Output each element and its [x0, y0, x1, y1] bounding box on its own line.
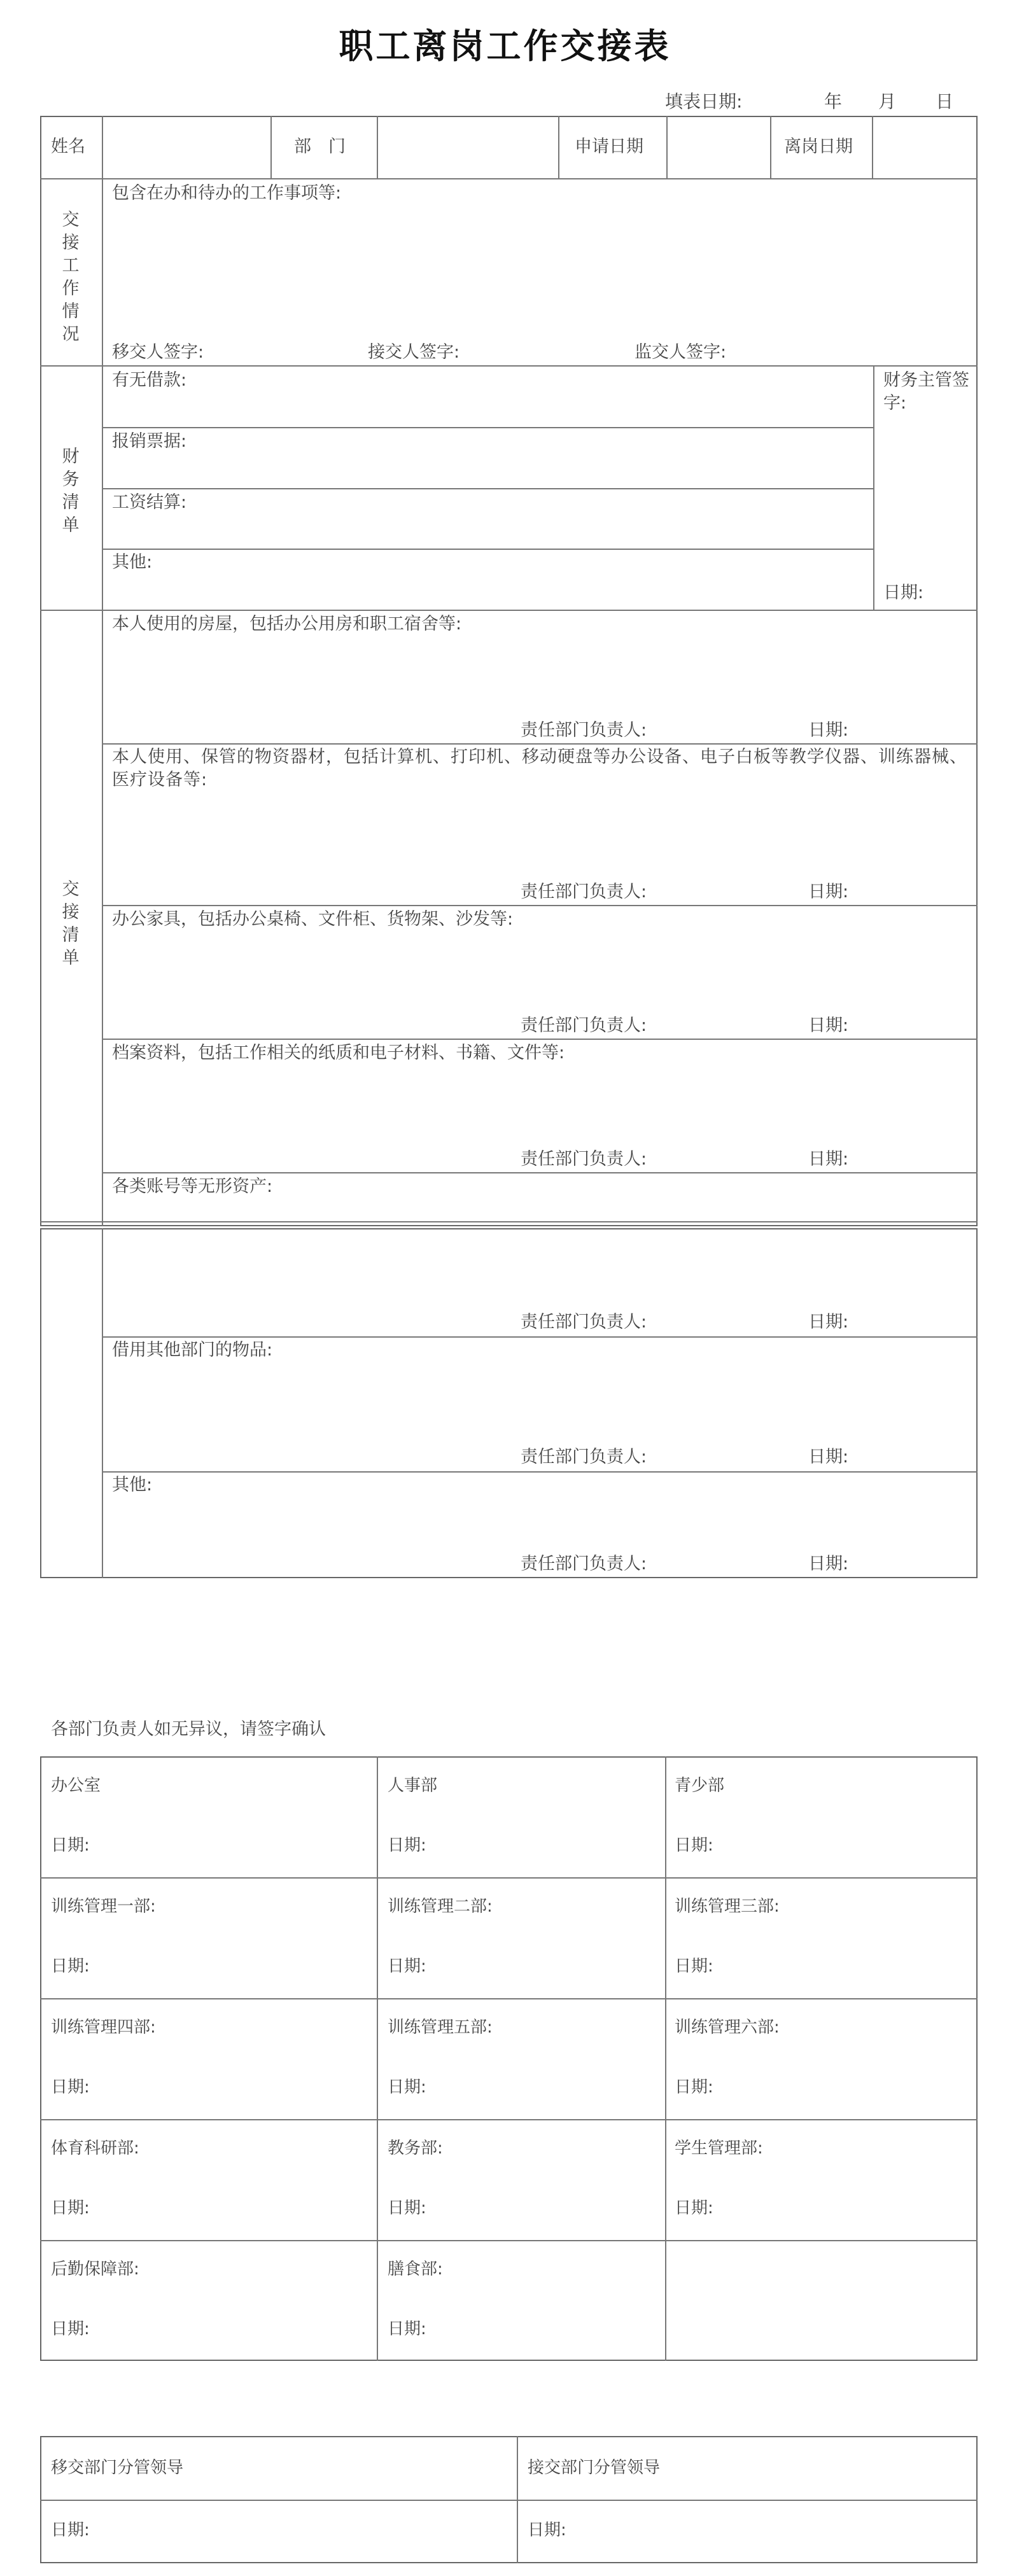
fill-date-month: 月 [878, 91, 897, 112]
sign-transferor: 移交人签字: [112, 342, 204, 362]
finance-supervisor-label: 财务主管签字: [883, 370, 969, 413]
dept-cell: 训练管理六部: [675, 2018, 780, 2037]
dept-date-label: 日期: [51, 2320, 90, 2339]
handover-work-side-label: 交接工作情况 [62, 210, 80, 344]
dept-cell: 办公室 [51, 1776, 101, 1795]
dept-date-label: 日期: [675, 2199, 713, 2218]
dept-date-label: 日期: [388, 1957, 426, 1976]
handover-item: 本人使用的房屋，包括办公用房和职工宿舍等: [112, 614, 462, 634]
dept-date-label: 日期: [675, 2078, 713, 2097]
name-field[interactable] [103, 117, 269, 177]
responsible-label: 责任部门负责人: [521, 1016, 647, 1035]
date-label: 日期: [808, 1312, 849, 1332]
dept-cell: 教务部: [388, 2139, 443, 2158]
responsible-label: 责任部门负责人: [521, 1554, 647, 1574]
dept-cell: 后勤保障部: [51, 2260, 139, 2279]
dept-date-label: 日期: [51, 1957, 90, 1976]
sign-receiver: 接交人签字: [368, 342, 460, 362]
date-label: 日期: [808, 1447, 849, 1467]
finance-row: 工资结算: [112, 493, 187, 512]
name-label: 姓名 [51, 137, 85, 157]
dept-cell: 训练管理三部: [675, 1897, 780, 1916]
leave-date-label: 离岗日期 [784, 137, 853, 157]
dept-cell: 训练管理五部: [388, 2018, 493, 2037]
dept-cell: 青少部 [675, 1776, 725, 1795]
apply-date-label: 申请日期 [575, 137, 643, 157]
dept-date-label: 日期: [51, 1836, 90, 1855]
finance-row: 报销票据: [112, 431, 187, 451]
dept-date-label: 日期: [388, 2320, 426, 2339]
extra-item: 其他: [112, 1475, 153, 1495]
date-label: 日期: [808, 1016, 849, 1035]
handover-item: 本人使用、保管的物资器材，包括计算机、打印机、移动硬盘等办公设备、电子白板等教学仪器、训练器械、医疗设备等: [112, 747, 967, 790]
dept-cell: 人事部 [388, 1776, 438, 1795]
dept-label: 部 门 [294, 137, 346, 157]
dept-date-label: 日期: [51, 2078, 90, 2097]
dept-date-label: 日期: [675, 1957, 713, 1976]
finance-date-label: 日期: [883, 583, 924, 603]
handover-work-content-label: 包含在办和待办的工作事项等: [112, 183, 342, 203]
transfer-leader-date: 日期: [51, 2521, 90, 2540]
responsible-label: 责任部门负责人: [521, 1447, 647, 1467]
responsible-label: 责任部门负责人: [521, 882, 647, 902]
fill-date-year: 年 [824, 91, 843, 112]
leave-date-field[interactable] [873, 117, 976, 177]
responsible-label: 责任部门负责人: [521, 1312, 647, 1332]
dept-confirm-heading: 各部门负责人如无异议，请签字确认 [51, 1719, 326, 1739]
apply-date-field[interactable] [668, 117, 769, 177]
dept-date-label: 日期: [388, 2199, 426, 2218]
finance-row: 其他: [112, 552, 153, 572]
handover-item: 档案资料，包括工作相关的纸质和电子材料、书籍、文件等: [112, 1043, 565, 1063]
responsible-label: 责任部门负责人: [521, 720, 647, 740]
extra-table [40, 1228, 978, 1578]
date-label: 日期: [808, 882, 849, 902]
dept-field[interactable] [378, 117, 557, 177]
dept-cell: 训练管理二部: [388, 1897, 493, 1916]
dept-date-label: 日期: [388, 2078, 426, 2097]
finance-side-label: 财务清单 [62, 447, 80, 535]
date-label: 日期: [808, 1554, 849, 1574]
dept-cell: 学生管理部: [675, 2139, 763, 2158]
date-label: 日期: [808, 1149, 849, 1169]
receive-leader-label: 接交部门分管领导 [528, 2458, 661, 2477]
dept-cell: 体育科研部: [51, 2139, 139, 2158]
transfer-leader-label: 移交部门分管领导 [51, 2458, 184, 2477]
fill-date-day: 日 [936, 91, 954, 112]
dept-confirm-table [40, 1756, 978, 2361]
handover-item: 办公家具，包括办公桌椅、文件柜、货物架、沙发等: [112, 909, 514, 929]
dept-date-label: 日期: [388, 1836, 426, 1855]
dept-date-label: 日期: [675, 1836, 713, 1855]
fill-date-label: 填表日期: [665, 91, 743, 112]
dept-cell: 训练管理四部: [51, 2018, 156, 2037]
dept-date-label: 日期: [51, 2199, 90, 2218]
form-title: 职工离岗工作交接表 [339, 26, 671, 66]
responsible-label: 责任部门负责人: [521, 1149, 647, 1169]
extra-item: 借用其他部门的物品: [112, 1340, 273, 1360]
handover-item: 各类账号等无形资产: [112, 1177, 273, 1196]
handover-list-side-label: 交接清单 [62, 879, 80, 968]
date-label: 日期: [808, 720, 849, 740]
finance-row: 有无借款: [112, 370, 187, 390]
dept-cell: 训练管理一部: [51, 1897, 156, 1916]
dept-cell: 膳食部: [388, 2260, 443, 2279]
sign-supervisor: 监交人签字: [635, 342, 727, 362]
receive-leader-date: 日期: [528, 2521, 566, 2540]
